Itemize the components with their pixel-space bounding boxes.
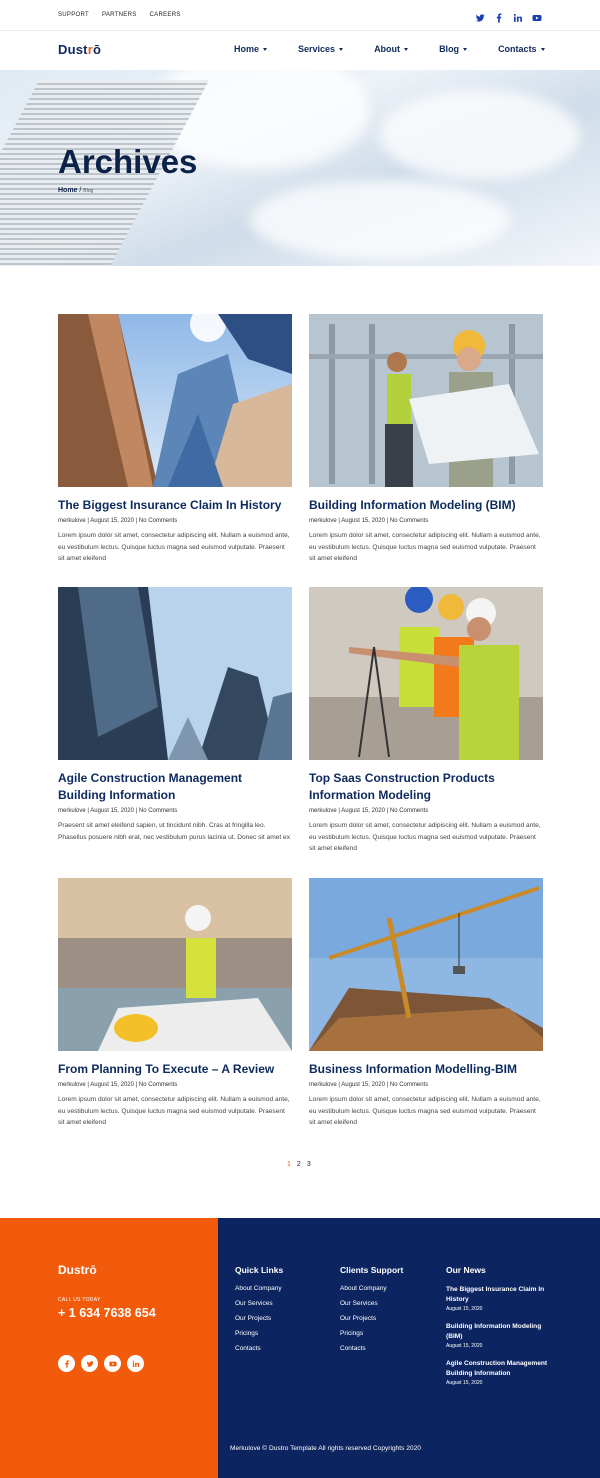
our-news xyxy=(446,1265,556,1396)
post-excerpt: Lorem ipsum dolor sit amet, consectetur adipiscing elit. Nullam a euismod ante, eu vestibulum lectus. Quisque luctus magna sed euismod vulputate. Praesent sit amet eleifend xyxy=(58,1096,290,1126)
post-meta: merkulove | August 15, 2020 | No Comments xyxy=(58,518,178,524)
post-author[interactable]: merkulove xyxy=(58,1082,86,1088)
post-comments[interactable]: No Comments xyxy=(389,518,429,524)
logo-accent: r xyxy=(87,42,93,57)
post-date[interactable]: August 15, 2020 xyxy=(341,1082,385,1088)
footer-link[interactable]: Pricings xyxy=(340,1330,364,1337)
main-nav xyxy=(234,44,545,54)
nav-contacts[interactable] xyxy=(498,44,545,54)
chevron-down-icon xyxy=(404,48,408,51)
our-news-title: Our News xyxy=(446,1265,486,1275)
call-label: CALL US TODAY xyxy=(58,1297,101,1303)
post-date[interactable]: August 15, 2020 xyxy=(90,1082,134,1088)
nav-label: Blog xyxy=(439,44,460,54)
page-hero xyxy=(0,70,600,266)
footer-social xyxy=(58,1355,144,1372)
facebook-icon[interactable] xyxy=(494,10,504,20)
news-title[interactable]: The Biggest Insurance Claim In History xyxy=(446,1286,545,1303)
site-logo[interactable] xyxy=(58,42,101,57)
post-author[interactable]: merkulove xyxy=(309,808,337,814)
post-excerpt: Lorem ipsum dolor sit amet, consectetur adipiscing elit. Nullam a euismod ante, eu vestibulum lectus. Quisque luctus magna sed euismod vulputate. Praesent sit amet eleifend xyxy=(309,1096,541,1126)
breadcrumb-separator: / xyxy=(77,187,84,194)
post-card xyxy=(309,314,543,565)
footer-links xyxy=(218,1218,600,1478)
page-title: Archives xyxy=(58,143,198,180)
footer-contact xyxy=(0,1218,218,1478)
quick-links-title: Quick Links xyxy=(235,1265,284,1275)
post-comments[interactable]: No Comments xyxy=(138,1082,178,1088)
twitter-icon[interactable] xyxy=(475,10,485,20)
news-item[interactable] xyxy=(446,1322,556,1349)
top-bar xyxy=(0,0,600,31)
nav-about[interactable] xyxy=(374,44,408,54)
post-title[interactable]: Business Information Modelling-BIM xyxy=(309,1062,518,1076)
news-title[interactable]: Building Information Modeling (BIM) xyxy=(446,1323,542,1340)
nav-services[interactable] xyxy=(298,44,343,54)
post-meta: merkulove | August 15, 2020 | No Comments xyxy=(58,808,178,814)
post-title[interactable]: The Biggest Insurance Claim In History xyxy=(58,498,282,512)
post-comments[interactable]: No Comments xyxy=(138,808,178,814)
news-date: August 15, 2020 xyxy=(446,1343,483,1349)
post-comments[interactable]: No Comments xyxy=(389,1082,429,1088)
footer-link[interactable]: Contacts xyxy=(235,1345,261,1352)
post-date[interactable]: August 15, 2020 xyxy=(341,518,385,524)
site-header xyxy=(0,31,600,70)
copyright: Merkulove © Dustro Template All rights reserved Copyrights 2020 xyxy=(230,1445,421,1452)
footer-link[interactable]: Our Projects xyxy=(235,1315,272,1322)
post-excerpt: Lorem ipsum dolor sit amet, consectetur adipiscing elit. Nullam a euismod ante, eu vestibulum lectus. Quisque luctus magna sed euismod vulputate. Praesent sit amet eleifend xyxy=(309,532,541,562)
footer-link[interactable]: Our Projects xyxy=(340,1315,377,1322)
footer-link[interactable]: Contacts xyxy=(340,1345,366,1352)
nav-home[interactable] xyxy=(234,44,267,54)
news-title[interactable]: Agile Construction Management Building Information xyxy=(446,1360,548,1377)
footer-link[interactable]: About Company xyxy=(235,1285,282,1292)
post-date[interactable]: August 15, 2020 xyxy=(90,808,134,814)
facebook-icon[interactable] xyxy=(58,1355,75,1372)
post-title[interactable]: Top Saas Construction Products Information Modeling xyxy=(309,771,495,802)
post-meta: merkulove | August 15, 2020 | No Comments xyxy=(309,1082,429,1088)
post-image-office-towers[interactable] xyxy=(58,587,292,760)
nav-label: Services xyxy=(298,44,336,54)
breadcrumb-current: Blog xyxy=(83,188,94,194)
post-card xyxy=(58,878,292,1129)
post-title[interactable]: Agile Construction Management Building Information xyxy=(58,771,243,802)
news-item[interactable] xyxy=(446,1359,556,1386)
post-excerpt: Praesent sit amet eleifend sapien, ut tincidunt nibh. Cras at fringilla leo. Phasellus posuere nibh erat, nec vestibulum purus lacinia ut. Donec sit amet ex xyxy=(58,822,291,841)
top-link-careers[interactable]: CAREERS xyxy=(149,12,181,18)
nav-blog[interactable] xyxy=(439,44,467,54)
post-card xyxy=(309,878,543,1129)
chevron-down-icon xyxy=(463,48,467,51)
post-title[interactable]: From Planning To Execute – A Review xyxy=(58,1062,275,1076)
post-meta: merkulove | August 15, 2020 | No Comments xyxy=(58,1082,178,1088)
news-date: August 15, 2020 xyxy=(446,1380,483,1386)
post-image-engineers[interactable] xyxy=(309,314,543,487)
post-image-skyscrapers[interactable] xyxy=(58,314,292,487)
post-meta: merkulove | August 15, 2020 | No Comments xyxy=(309,808,429,814)
chevron-down-icon xyxy=(263,48,267,51)
logo-accent: r xyxy=(84,1263,90,1277)
footer-link[interactable]: About Company xyxy=(340,1285,387,1292)
youtube-icon[interactable] xyxy=(532,10,542,20)
post-author[interactable]: merkulove xyxy=(309,1082,337,1088)
nav-label: Home xyxy=(234,44,260,54)
post-author[interactable]: merkulove xyxy=(309,518,337,524)
footer-logo[interactable] xyxy=(58,1263,97,1277)
footer-link[interactable]: Our Services xyxy=(340,1300,378,1307)
post-author[interactable]: merkulove xyxy=(58,518,86,524)
post-excerpt: Lorem ipsum dolor sit amet, consectetur adipiscing elit. Nullam a euismod ante, eu vestibulum lectus. Quisque luctus magna sed euismod vulputate. Praesent sit amet eleifend xyxy=(58,532,290,562)
chevron-down-icon xyxy=(541,48,545,51)
phone-number[interactable]: + 1 634 7638 654 xyxy=(58,1306,156,1320)
logo-text: Dust xyxy=(58,1263,85,1277)
post-image-tower-crane[interactable] xyxy=(309,878,543,1051)
hero-cloud xyxy=(380,90,580,180)
linkedin-icon[interactable] xyxy=(127,1355,144,1372)
clients-support xyxy=(340,1265,403,1360)
logo-text-end: ō xyxy=(89,1263,97,1277)
post-meta: merkulove | August 15, 2020 | No Comments xyxy=(309,518,429,524)
post-date[interactable]: August 15, 2020 xyxy=(90,518,134,524)
top-links xyxy=(58,12,181,18)
post-title[interactable]: Building Information Modeling (BIM) xyxy=(309,498,516,512)
page-3[interactable]: 3 xyxy=(306,1161,311,1168)
pagination xyxy=(287,1161,311,1168)
post-excerpt: Lorem ipsum dolor sit amet, consectetur adipiscing elit. Nullam a euismod ante, eu vestibulum lectus. Quisque luctus magna sed euismod vulputate. Praesent sit amet eleifend xyxy=(309,822,541,852)
post-image-workers-pointing[interactable] xyxy=(309,587,543,760)
nav-label: About xyxy=(374,44,401,54)
twitter-icon[interactable] xyxy=(81,1355,98,1372)
footer-link[interactable]: Pricings xyxy=(235,1330,259,1337)
logo-text-end: ō xyxy=(92,42,102,57)
chevron-down-icon xyxy=(339,48,343,51)
linkedin-icon[interactable] xyxy=(513,10,523,20)
hero-cloud xyxy=(250,180,510,260)
post-comments[interactable]: No Comments xyxy=(389,808,429,814)
breadcrumb xyxy=(58,187,93,194)
top-social xyxy=(475,10,542,20)
page-2[interactable]: 2 xyxy=(296,1161,301,1168)
youtube-icon[interactable] xyxy=(104,1355,121,1372)
top-link-partners[interactable]: PARTNERS xyxy=(102,12,137,18)
post-date[interactable]: August 15, 2020 xyxy=(341,808,385,814)
post-card xyxy=(58,314,292,565)
nav-label: Contacts xyxy=(498,44,537,54)
page-1[interactable]: 1 xyxy=(287,1161,291,1168)
post-image-rooftop-engineer[interactable] xyxy=(58,878,292,1051)
clients-support-title: Clients Support xyxy=(340,1265,404,1275)
post-comments[interactable]: No Comments xyxy=(138,518,178,524)
post-card xyxy=(309,587,543,855)
news-item[interactable] xyxy=(446,1285,556,1312)
post-author[interactable]: merkulove xyxy=(58,808,86,814)
logo-text: Dust xyxy=(58,42,88,57)
post-card xyxy=(58,587,292,843)
quick-links xyxy=(235,1265,283,1360)
footer-link[interactable]: Our Services xyxy=(235,1300,273,1307)
breadcrumb-home[interactable]: Home xyxy=(58,187,78,194)
top-link-support[interactable]: SUPPORT xyxy=(58,12,89,18)
news-date: August 15, 2020 xyxy=(446,1306,483,1312)
